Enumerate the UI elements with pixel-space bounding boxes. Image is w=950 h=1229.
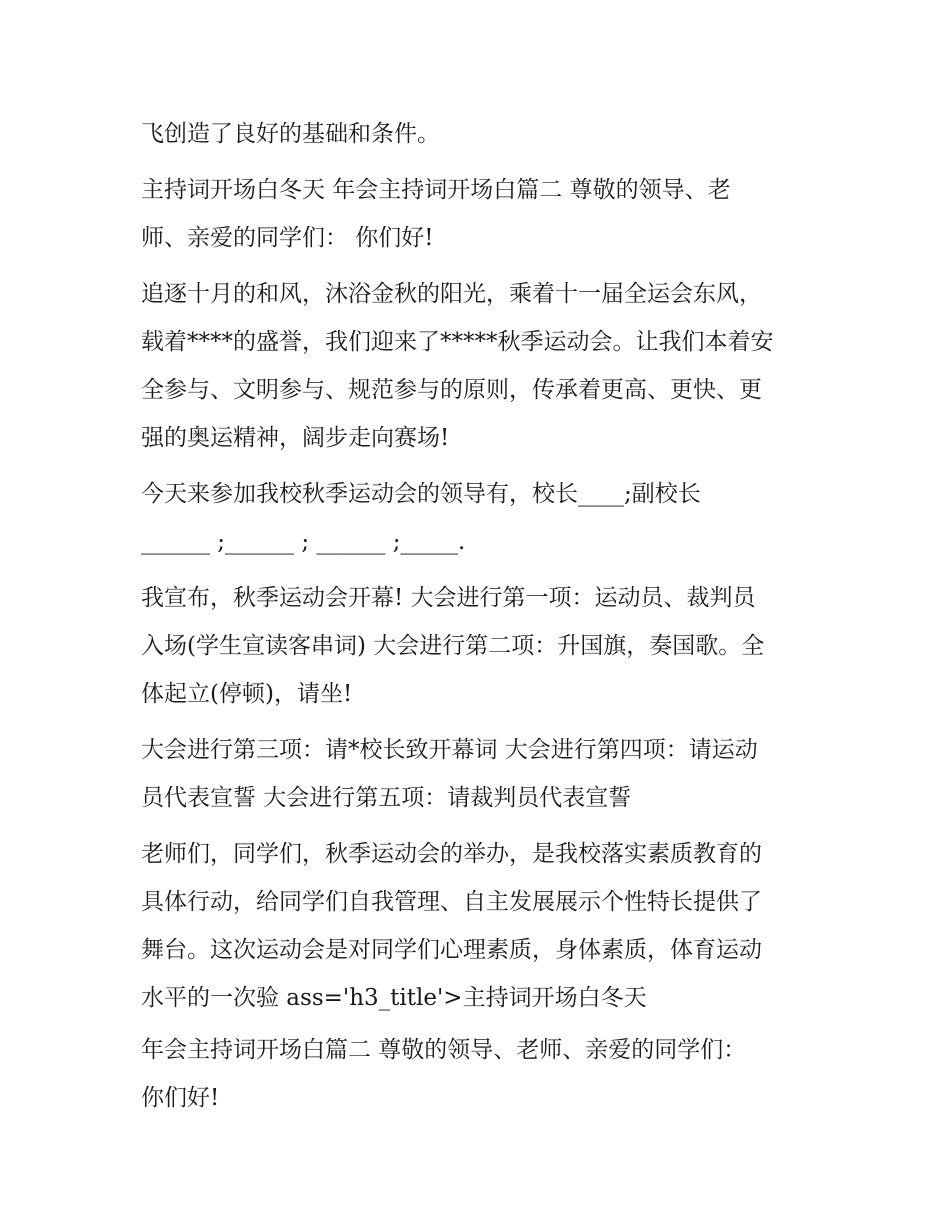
text-line: 舞台。这次运动会是对同学们心理素质，身体素质，体育运动: [141, 937, 762, 963]
text-line: 具体行动，给同学们自我管理、自主发展展示个性特长提供了: [141, 889, 762, 915]
text-line: 入场(学生宣读客串词) 大会进行第二项：升国旗，奏国歌。全: [141, 633, 765, 659]
text-line: ______ ;______ ; ______ ;_____.: [141, 529, 466, 555]
text-line: 大会进行第三项：请*校长致开幕词 大会进行第四项：请运动: [141, 737, 758, 763]
text-line: 今天来参加我校秋季运动会的领导有，校长____;副校长: [141, 481, 701, 507]
text-line: 全参与、文明参与、规范参与的原则，传承着更高、更快、更: [141, 377, 762, 403]
text-line: 我宣布，秋季运动会开幕! 大会进行第一项：运动员、裁判员: [141, 585, 756, 611]
text-line: 年会主持词开场白篇二 尊敬的领导、老师、亲爱的同学们：: [141, 1037, 747, 1063]
body-text: [141, 110, 821, 1122]
text-line: 追逐十月的和风，沐浴金秋的阳光，乘着十一届全运会东风，: [141, 281, 762, 307]
text-line: 师、亲爱的同学们： 你们好!: [141, 225, 434, 251]
text-line: 你们好!: [141, 1085, 220, 1111]
text-line: 水平的一次验 ass='h3_title'>主持词开场白冬天: [141, 985, 647, 1011]
text-line: 员代表宣誓 大会进行第五项：请裁判员代表宣誓: [141, 785, 632, 811]
text-line: 飞创造了良好的基础和条件。: [141, 121, 440, 147]
text-line: 老师们，同学们，秋季运动会的举办，是我校落实素质教育的: [141, 841, 762, 867]
text-line: 强的奥运精神，阔步走向赛场!: [141, 425, 450, 451]
text-line: 载着****的盛誉，我们迎来了*****秋季运动会。让我们本着安: [141, 329, 774, 355]
text-line: 体起立(停顿)，请坐!: [141, 681, 353, 707]
text-line: 主持词开场白冬天 年会主持词开场白篇二 尊敬的领导、老: [141, 177, 731, 203]
